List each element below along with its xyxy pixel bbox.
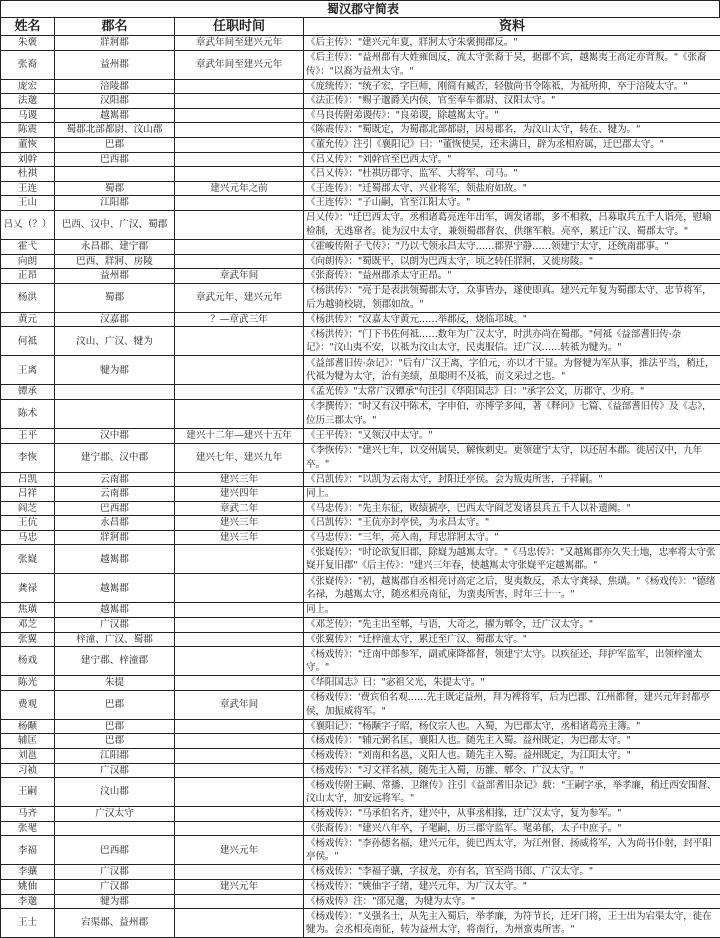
source-cell: 《杨戏传》：'费宾伯名观……先主既定益州，拜为裨将军，后为巴郡、江州都督，建兴元年封都亭侯，加振威将军。" (304, 690, 720, 719)
source-cell: 《益部耆旧传·杂记》："后有广汉王离，字伯元，亦以才干显。为督犍为军从事，推法平当，稍迁，代祗为犍为太守，治有美绩，虽聪明不及祗，而文采过之也。" (304, 356, 720, 385)
table-row (1, 385, 720, 400)
name-cell: 李邈 (1, 894, 55, 909)
name-cell: 镡承 (1, 385, 55, 400)
table-row (1, 167, 720, 182)
table-row (1, 79, 720, 94)
commandery-cell: 巴郡 (55, 137, 175, 152)
period-cell: 章武二年 (175, 501, 304, 516)
table-row (1, 618, 720, 633)
period-cell (175, 399, 304, 428)
period-cell (175, 167, 304, 182)
period-cell (175, 94, 304, 109)
commandery-cell: 江阳郡 (55, 196, 175, 211)
period-cell: 建兴元年之前 (175, 181, 304, 196)
period-cell (175, 108, 304, 123)
commandery-cell: 巴郡 (55, 719, 175, 734)
period-cell: 章武年间至建兴元年 (175, 36, 304, 51)
table-row (1, 196, 720, 211)
source-cell: 《霍峻传附子弋传》："乃以弋领永昌太守……郡界宁静……领建宁太守，还统南郡事。" (304, 239, 720, 254)
commandery-cell: 江阳郡 (55, 749, 175, 764)
table-row (1, 152, 720, 167)
table-row (1, 269, 720, 284)
period-cell (175, 254, 304, 269)
period-cell: 建兴三年 (175, 516, 304, 531)
source-cell: 《杨戏传》："习文祥名祯，随先主入蜀，历雒、郫令、广汉太守。" (304, 763, 720, 778)
table-body (1, 36, 720, 938)
commandery-cell: 广汉郡 (55, 618, 175, 633)
period-cell (175, 632, 304, 647)
source-cell: 《邓芝传》："先主出至郫，与语，大奇之，擢为郫令，迁广汉太守。" (304, 618, 720, 633)
commandery-cell: 越嶲郡 (55, 574, 175, 603)
name-cell: 王嗣 (1, 778, 55, 807)
header-row (1, 18, 720, 36)
name-cell: 正昂 (1, 269, 55, 284)
table-title: 蜀汉郡守简表 (327, 1, 399, 17)
name-cell: 龚禄 (1, 574, 55, 603)
commandery-cell: 梓潼、广汉、蜀郡 (55, 632, 175, 647)
period-cell (175, 778, 304, 807)
commandery-cell: 蜀郡北部都尉、汶山郡 (55, 123, 175, 138)
period-cell (175, 909, 304, 938)
name-cell: 王连 (1, 181, 55, 196)
table-row (1, 545, 720, 574)
period-cell (175, 719, 304, 734)
prefect-table (0, 17, 720, 938)
name-cell: 马谡 (1, 108, 55, 123)
period-cell (175, 210, 304, 239)
table-row (1, 239, 720, 254)
name-cell: 习祯 (1, 763, 55, 778)
commandery-cell: 越嶲郡 (55, 603, 175, 618)
header-commandery: 郡名 (55, 18, 175, 36)
source-cell: 《董允传》注引《襄阳记》曰："董恢使吴，还未满日，辟为丞相府属，迁巴郡太守。" (304, 137, 720, 152)
commandery-cell: 建宁郡、汉中郡 (55, 443, 175, 472)
source-cell: 《后主传》："益州郡有大姓雍闿反，流太守张裔于吴，据郡不宾，越嶲夷王高定亦背叛。"《张裔传》："以裔为益州太守。" (304, 50, 720, 79)
table-row (1, 123, 720, 138)
source-cell: 《杨洪传》："汉嘉太守黄元……举郡反，烧临邛城。" (304, 312, 720, 327)
commandery-cell: 朱提 (55, 676, 175, 691)
period-cell: 章武元年、建兴元年 (175, 283, 304, 312)
name-cell: 王伉 (1, 516, 55, 531)
period-cell: 建兴三年 (175, 530, 304, 545)
source-cell: 《马忠传》："三年，亮入南，拜忠牂牁太守。" (304, 530, 720, 545)
name-cell: 张裔 (1, 50, 55, 79)
commandery-cell: 汶山、广汉、犍为 (55, 327, 175, 356)
source-cell: 《陈震传》："蜀既定，为蜀郡北部都尉，因易郡名，为汶山太守，转在、犍为。" (304, 123, 720, 138)
source-cell: 吕乂传》："迁巴西太守。丞相诸葛亮连年出军，调发诸郡，多不相救，吕募取兵五千人诣亮，慰喻检制，无逃窜者。徙为汉中太守，兼领蜀郡督农，供继军粮。亮卒，累迁广汉、蜀郡太守。" (304, 210, 720, 239)
source-cell: 《马忠传》："先主东征，败绩猇亭，巴西太守阎芝发诸县兵五千人以补遗阙。" (304, 501, 720, 516)
period-cell (175, 603, 304, 618)
commandery-cell: 汉中郡 (55, 428, 175, 443)
commandery-cell: 汉阳郡 (55, 94, 175, 109)
source-cell: 《王平传》："又领汉中太守。" (304, 428, 720, 443)
source-cell: 《孟光传》"太常广汉镡承"句注引《华阳国志》曰："承字公文，历郡守、少府。" (304, 385, 720, 400)
name-cell: 李骧 (1, 865, 55, 880)
period-cell: 建兴元年 (175, 880, 304, 895)
name-cell: 姚伷 (1, 880, 55, 895)
table-row (1, 880, 720, 895)
period-cell (175, 327, 304, 356)
source-cell: 《张裔传》："益州郡杀太守正昂。" (304, 269, 720, 284)
source-cell: 《王连传》："子山嗣，官至江阳太守。" (304, 196, 720, 211)
table-row (1, 807, 720, 822)
name-cell: 杨颙 (1, 719, 55, 734)
commandery-cell: 益州郡 (55, 50, 175, 79)
name-cell: 吕乂（？） (1, 210, 55, 239)
source-cell: 《襄阳记》："杨颙字子昭，杨仪宗人也。入蜀，为巴郡太守，丞相诸葛亮主簿。" (304, 719, 720, 734)
period-cell (175, 865, 304, 880)
name-cell: 马忠 (1, 530, 55, 545)
commandery-cell: 巴西、牂牁、房陵 (55, 254, 175, 269)
source-cell: 《杨戏传》："辅元弼名匡，襄阳人也。随先主入蜀。益州既定，为巴郡太守。" (304, 734, 720, 749)
table-row (1, 108, 720, 123)
commandery-cell: 巴西郡 (55, 836, 175, 865)
name-cell: 刘邕 (1, 749, 55, 764)
period-cell (175, 763, 304, 778)
period-cell: 建兴三年 (175, 472, 304, 487)
table-row (1, 210, 720, 239)
source-cell: 《杨戏传》："李福子骧，字叔龙，亦有名，官至尚书郎、广汉太守。" (304, 865, 720, 880)
commandery-cell: 涪陵郡 (55, 79, 175, 94)
name-cell: 董恢 (1, 137, 55, 152)
source-cell: 《王连传》："迁蜀郡太守、兴业将军，领盐府如故。" (304, 181, 720, 196)
source-cell: 《杨戏传》："姚伷字子绪，建兴元年，为广汉太守。" (304, 880, 720, 895)
period-cell (175, 137, 304, 152)
name-cell: 庞宏 (1, 79, 55, 94)
name-cell: 向朗 (1, 254, 55, 269)
table-row (1, 647, 720, 676)
period-cell: 建兴元年 (175, 836, 304, 865)
period-cell: 章武年间至建兴元年 (175, 50, 304, 79)
source-cell: 《马良传附弟谡传》："良弟谡，除越嶲太守。" (304, 108, 720, 123)
commandery-cell (55, 385, 175, 400)
header-period: 任职时间 (175, 18, 304, 36)
table-row (1, 312, 720, 327)
source-cell: 《杨戏传》注："邵兄邈，为犍为太守。" (304, 894, 720, 909)
table-row (1, 50, 720, 79)
commandery-cell: 汉嘉郡 (55, 312, 175, 327)
source-cell: 《杨洪传》："亮于是表洪领蜀郡太守，众事皆办，遂使即真。建兴元年复为蜀郡太守、忠节将军，后为越骑校尉，领郡如故。" (304, 283, 720, 312)
source-cell: 《吕凯传》："王伉亦封亭侯，为永昌太守。" (304, 516, 720, 531)
commandery-cell: 广汉郡 (55, 880, 175, 895)
name-cell: 焦璜 (1, 603, 55, 618)
name-cell: 马齐 (1, 807, 55, 822)
period-cell (175, 79, 304, 94)
commandery-cell: 益州郡 (55, 269, 175, 284)
table-row (1, 603, 720, 618)
commandery-cell (55, 399, 175, 428)
source-cell: 《杨戏传》："义强名士，从先主入蜀后，举孝廉，为符节长，迁牙门将，王士出为宕渠太守，徙在犍为。会丞相亮南征，转为益州太守，将南行，为州蛮夷所害。" (304, 909, 720, 938)
period-cell (175, 821, 304, 836)
period-cell (175, 676, 304, 691)
source-cell: 《杨戏传》："马承伯名齐，建兴中，从事丞相掾，迁广汉太守，复为参军。" (304, 807, 720, 822)
name-cell: 李福 (1, 836, 55, 865)
name-cell: 法邈 (1, 94, 55, 109)
table-row (1, 749, 720, 764)
table-row (1, 94, 720, 109)
commandery-cell: 越嶲郡 (55, 545, 175, 574)
source-cell: 《张嶷传》："时论欲复旧郡，除嶷为越嶲太守。"《马忠传》："又越嶲郡亦久失土地，忠率将太守张嶷开复旧郡"《后主传》："建兴三年春，使越嶲太守张嶷平定越嶲郡。" (304, 545, 720, 574)
name-cell: 杨洪 (1, 283, 55, 312)
table-row (1, 909, 720, 938)
commandery-cell: 巴西郡 (55, 152, 175, 167)
header-name: 姓名 (1, 18, 55, 36)
period-cell: 章武年间 (175, 690, 304, 719)
commandery-cell (55, 167, 175, 182)
name-cell: 刘幹 (1, 152, 55, 167)
period-cell (175, 545, 304, 574)
name-cell: 王平 (1, 428, 55, 443)
period-cell: 章武年间 (175, 269, 304, 284)
commandery-cell: 蜀郡 (55, 181, 175, 196)
commandery-cell (55, 821, 175, 836)
commandery-cell: 牂牁郡 (55, 530, 175, 545)
name-cell: 张嶷 (1, 545, 55, 574)
name-cell: 何祗 (1, 327, 55, 356)
name-cell: 王离 (1, 356, 55, 385)
source-cell: 同上。 (304, 487, 720, 502)
source-cell: 《华阳国志》曰："宓祖父光，朱提太守。" (304, 676, 720, 691)
table-row (1, 472, 720, 487)
period-cell (175, 356, 304, 385)
name-cell: 吕凯 (1, 472, 55, 487)
name-cell: 王士 (1, 909, 55, 938)
period-cell: 建兴七年、建兴九年 (175, 443, 304, 472)
period-cell (175, 196, 304, 211)
table-row (1, 36, 720, 51)
period-cell (175, 152, 304, 167)
name-cell: 张翼 (1, 632, 55, 647)
table-row (1, 821, 720, 836)
period-cell (175, 894, 304, 909)
commandery-cell: 犍为郡 (55, 894, 175, 909)
name-cell: 黄元 (1, 312, 55, 327)
name-cell: 朱褒 (1, 36, 55, 51)
period-cell (175, 618, 304, 633)
name-cell: 李恢 (1, 443, 55, 472)
commandery-cell: 巴西、汉中、广汉、蜀郡 (55, 210, 175, 239)
commandery-cell: 广汉郡 (55, 865, 175, 880)
commandery-cell: 犍为郡 (55, 356, 175, 385)
table-row (1, 137, 720, 152)
table-row (1, 632, 720, 647)
source-cell: 《张翼传》："迁梓潼太守，累迁至广汉、蜀郡太守。" (304, 632, 720, 647)
commandery-cell: 宕渠郡、益州郡 (55, 909, 175, 938)
source-cell: 《李恢传》："建兴七年，以交州属吴，解恢刺史。更领建宁太守，以还居本郡。徙居汉中，九年卒。" (304, 443, 720, 472)
period-cell: 建兴四年 (175, 487, 304, 502)
table-row (1, 254, 720, 269)
table-row (1, 763, 720, 778)
period-cell (175, 807, 304, 822)
name-cell: 陈光 (1, 676, 55, 691)
table-row (1, 676, 720, 691)
table-row (1, 501, 720, 516)
commandery-cell: 牂牁郡 (55, 36, 175, 51)
table-row (1, 719, 720, 734)
source-cell: 《杨戏传》："迁南中郎参军，副贰庲降都督，领建宁太守。以疾征还，拜护军监军，出领梓潼太守。" (304, 647, 720, 676)
period-cell (175, 385, 304, 400)
source-cell: 《法正传》："赐子邈爵关内侯，官至奉车都尉、汉阳太守。" (304, 94, 720, 109)
table-row (1, 836, 720, 865)
name-cell: 杜祺 (1, 167, 55, 182)
table-row (1, 865, 720, 880)
table-row (1, 356, 720, 385)
commandery-cell: 巴西郡 (55, 501, 175, 516)
name-cell: 霍弋 (1, 239, 55, 254)
table-row (1, 690, 720, 719)
commandery-cell: 广汉太守 (55, 807, 175, 822)
name-cell: 张毣 (1, 821, 55, 836)
source-cell: 《李撰传》："时又有汉中陈术，字申伯，亦博学多闻，著《释问》七篇、《益部耆旧传》及《志》，位历三郡太守。" (304, 399, 720, 428)
name-cell: 费观 (1, 690, 55, 719)
table-row (1, 894, 720, 909)
header-source: 资料 (304, 18, 720, 36)
table-title-row (0, 0, 720, 17)
period-cell (175, 123, 304, 138)
period-cell: 建兴十二年—建兴十五年 (175, 428, 304, 443)
table-row (1, 734, 720, 749)
table-row (1, 487, 720, 502)
source-cell: 同上。 (304, 603, 720, 618)
name-cell: 杨戏 (1, 647, 55, 676)
table-row (1, 399, 720, 428)
source-cell: 《杨戏传》："刘南和名邕，义阳人也。随先主入蜀。益州既定，为江阳太守。" (304, 749, 720, 764)
source-cell: 《张嶷传》："初，越嶲郡自丞相亮讨高定之后，叟夷数反，杀太守龚禄、焦璜。"《杨戏传》："德绪名禄，为越嶲太守，随丞相亮南征，为蛮夷所害，时年三十一。" (304, 574, 720, 603)
period-cell (175, 749, 304, 764)
period-cell (175, 647, 304, 676)
commandery-cell: 建宁郡、梓潼郡 (55, 647, 175, 676)
commandery-cell: 永昌郡、建宁郡 (55, 239, 175, 254)
name-cell: 阎芝 (1, 501, 55, 516)
commandery-cell: 蜀郡 (55, 283, 175, 312)
source-cell: 《向朗传》："蜀既平，以朗为巴西太守，顷之转任牂牁，又徙房陵。" (304, 254, 720, 269)
source-cell: 《吕乂传》："杜祺历郡守、监军、大将军、司马。" (304, 167, 720, 182)
table-row (1, 574, 720, 603)
name-cell: 陈震 (1, 123, 55, 138)
table-row (1, 428, 720, 443)
source-cell: 《杨戏传附王嗣、常播、卫继传》注引《益部耆旧杂记》载："王嗣字承，举孝廉，稍迁西安围督、汶山太守，加安远将军。" (304, 778, 720, 807)
source-cell: 《杨戏传》："李孙德名福，建兴元年，徙巴西太守，为江州督、扬威将军，入为尚书仆射，封平阳亭侯。" (304, 836, 720, 865)
commandery-cell: 越嶲郡 (55, 108, 175, 123)
source-cell: 《吕凯传》："以凯为云南太守，封阳迁亭侯。会为叛夷所害，子祥嗣。" (304, 472, 720, 487)
commandery-cell: 云南郡 (55, 487, 175, 502)
table-row (1, 443, 720, 472)
name-cell: 陈术 (1, 399, 55, 428)
period-cell (175, 734, 304, 749)
table-row (1, 181, 720, 196)
table-row (1, 516, 720, 531)
commandery-cell: 巴郡 (55, 690, 175, 719)
commandery-cell: 巴郡 (55, 734, 175, 749)
name-cell: 王山 (1, 196, 55, 211)
source-cell: 《张裔传》："建兴八年卒，子毣嗣，历三郡守监军。毣弟郁，太子中庶子。" (304, 821, 720, 836)
source-cell: 《后主传》："建兴元年夏，牂牁太守朱褒拥郡反。" (304, 36, 720, 51)
table-row (1, 530, 720, 545)
source-cell: 《杨洪传》："门下书佐何祗……数年为广汉太守，时洪亦尚在蜀郡。"何祗《益部耆旧传·杂记》："汶山夷不安，以祗为汶山太守，民夷服信。迁广汉……转祗为犍为。" (304, 327, 720, 356)
table-row (1, 283, 720, 312)
name-cell: 吕祥 (1, 487, 55, 502)
period-cell (175, 239, 304, 254)
commandery-cell: 云南郡 (55, 472, 175, 487)
source-cell: 《庞统传》："统子宏，字巨师，刚简有臧否，轻傲尚书令陈祗，为祗所抑，卒于涪陵太守。" (304, 79, 720, 94)
commandery-cell: 汶山郡 (55, 778, 175, 807)
source-cell: 《吕乂传》："刘幹官至巴西太守。" (304, 152, 720, 167)
period-cell (175, 574, 304, 603)
commandery-cell: 广汉郡 (55, 763, 175, 778)
name-cell: 邓芝 (1, 618, 55, 633)
period-cell: ？—章武三年 (175, 312, 304, 327)
table-row (1, 327, 720, 356)
name-cell: 辅匡 (1, 734, 55, 749)
table-row (1, 778, 720, 807)
commandery-cell: 永昌郡 (55, 516, 175, 531)
